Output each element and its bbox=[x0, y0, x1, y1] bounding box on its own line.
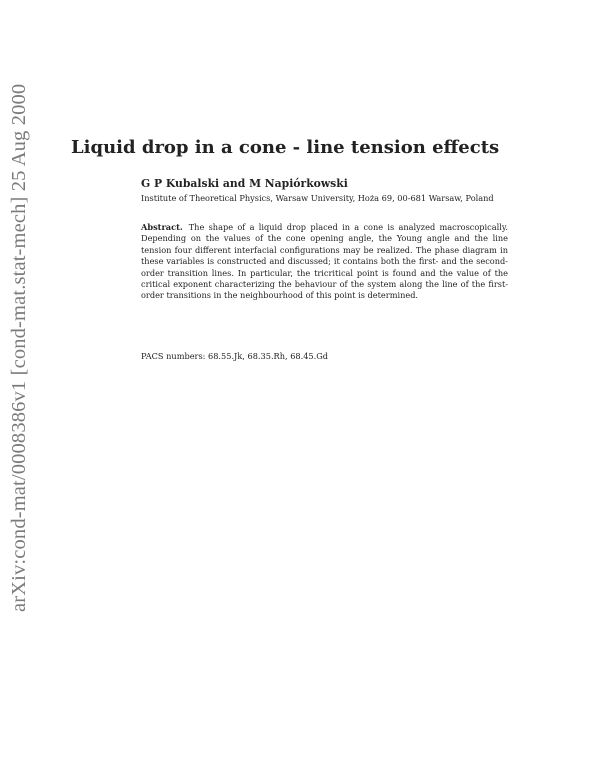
abstract-label: Abstract. bbox=[141, 222, 183, 232]
abstract-text: The shape of a liquid drop placed in a cone is analyzed macroscopically. Depending on the values of the cone opening angle, the Young angle and the line tension four different interfacial configurations may be realized. The phase diagram in these variables is constructed and discussed; it contains both the first- and the second-order transition lines. In particular, the tricritical point is found and the value of the critical exponent characterizing the behaviour of the system along the line of the first-order transitions in the neighbourhood of this point is determined. bbox=[141, 222, 508, 301]
pacs-numbers: PACS numbers: 68.55.Jk, 68.35.Rh, 68.45.Gd bbox=[141, 351, 329, 361]
paper-title: Liquid drop in a cone - line tension effects bbox=[71, 137, 500, 158]
arxiv-identifier-stamp: arXiv:cond-mat/0008386v1 [cond-mat.stat-mech] 25 Aug 2000 bbox=[8, 83, 30, 612]
abstract bbox=[141, 222, 508, 302]
paper-authors: G P Kubalski and M Napiórkowski bbox=[141, 177, 348, 190]
author-affiliation: Institute of Theoretical Physics, Warsaw University, Hoża 69, 00-681 Warsaw, Poland bbox=[141, 193, 494, 203]
